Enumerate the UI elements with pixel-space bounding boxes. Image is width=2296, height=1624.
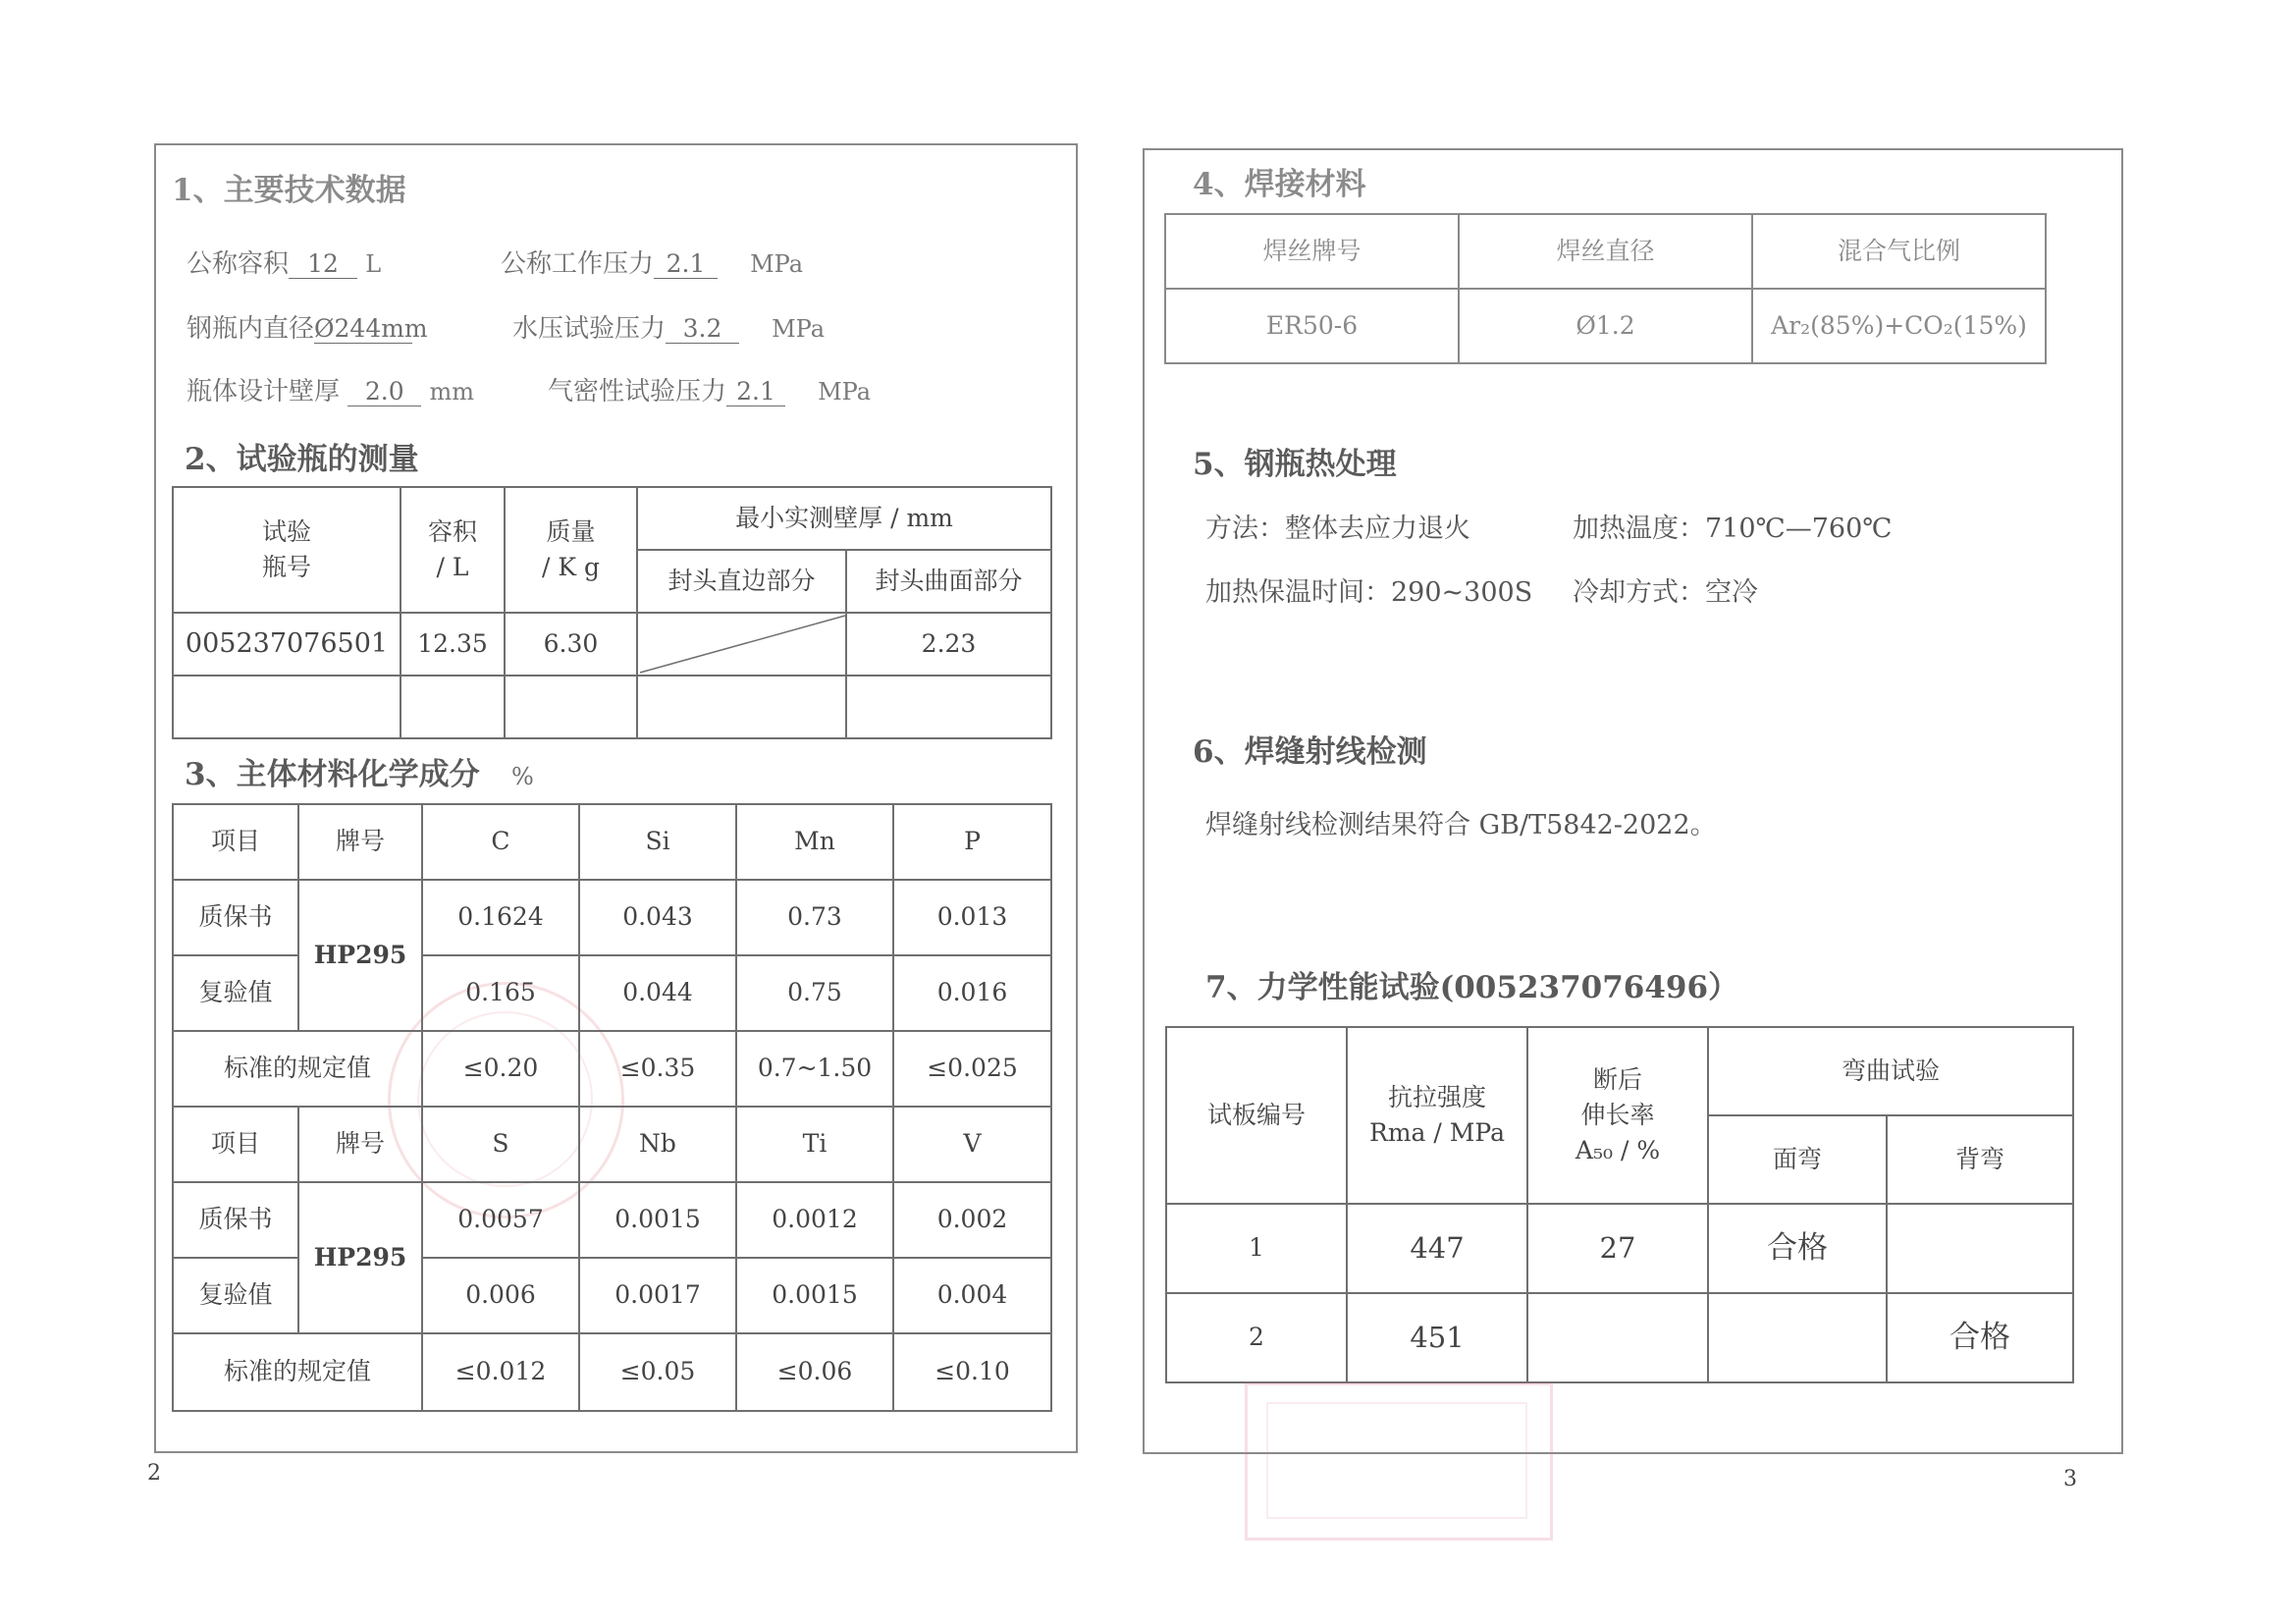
cell-volume: 12.35 xyxy=(400,613,505,676)
cell-standard-value: ≤0.35 xyxy=(579,1031,736,1107)
cell-standard-value: 0.7~1.50 xyxy=(736,1031,893,1107)
header-head-curved: 封头曲面部分 xyxy=(846,550,1051,613)
radiography-result: 焊缝射线检测结果符合 GB/T5842-2022。 xyxy=(1205,810,1717,840)
spec-nominal-volume xyxy=(187,244,381,280)
airtight-pressure-label: 气密性试验压力 xyxy=(548,377,727,406)
section-3-unit: % xyxy=(510,763,534,790)
table-row xyxy=(173,1333,1051,1411)
working-pressure-unit: MPa xyxy=(750,250,804,278)
cell-bottle-no: 005237076501 xyxy=(173,613,400,676)
cell-value: 0.0012 xyxy=(736,1182,893,1258)
cell-value: 0.043 xyxy=(579,880,736,955)
spec-inner-diameter xyxy=(187,308,428,345)
cell-standard-value: ≤0.05 xyxy=(579,1333,736,1411)
spec-wall-thickness xyxy=(187,371,474,407)
header-element-nb: Nb xyxy=(579,1107,736,1182)
wall-thickness-label: 瓶体设计壁厚 xyxy=(187,377,341,406)
chemistry-table xyxy=(172,803,1052,1412)
cell-head-curved xyxy=(846,676,1051,738)
header-wire-grade: 焊丝牌号 xyxy=(1165,214,1459,289)
header-head-straight: 封头直边部分 xyxy=(637,550,846,613)
hydro-pressure-value: 3.2 xyxy=(666,314,739,344)
cell-mass xyxy=(505,676,637,738)
measurement-table xyxy=(172,486,1052,739)
header-element-s: S xyxy=(422,1107,579,1182)
cell-face-bend: 合格 xyxy=(1708,1204,1887,1293)
header-element-mn: Mn xyxy=(736,804,893,880)
mechanical-test-table xyxy=(1165,1026,2074,1383)
table-row xyxy=(173,613,1051,676)
cell-elongation: 27 xyxy=(1527,1204,1708,1293)
heat-treatment-holding-time: 加热保温时间：290~300S xyxy=(1205,577,1533,608)
header-bottle-no: 试验 瓶号 xyxy=(173,487,400,613)
cell-grade: HP295 xyxy=(298,880,422,1031)
heat-treatment-temperature: 加热温度：710℃—760℃ xyxy=(1573,514,1893,544)
table-row xyxy=(1166,1204,2073,1293)
spec-working-pressure xyxy=(501,244,803,280)
wall-thickness-value: 2.0 xyxy=(347,377,421,406)
heat-treatment-cooling: 冷却方式：空冷 xyxy=(1573,577,1758,608)
cell-value: 0.004 xyxy=(893,1258,1051,1333)
section-5-title: 5、钢瓶热处理 xyxy=(1193,447,1397,482)
welding-material-table xyxy=(1164,213,2047,364)
cell-wire-diameter: Ø1.2 xyxy=(1459,289,1752,363)
cell-face-bend xyxy=(1708,1293,1887,1382)
header-bend-test: 弯曲试验 xyxy=(1708,1027,2073,1115)
working-pressure-label: 公称工作压力 xyxy=(501,249,655,279)
cell-back-bend: 合格 xyxy=(1887,1293,2073,1382)
table-row xyxy=(173,1182,1051,1258)
cell-plate-no: 2 xyxy=(1166,1293,1347,1382)
page-number-left: 2 xyxy=(147,1461,161,1486)
header-element-v: V xyxy=(893,1107,1051,1182)
cell-value: 0.165 xyxy=(422,955,579,1031)
table-row xyxy=(173,1031,1051,1107)
table-row xyxy=(173,880,1051,955)
header-wire-diameter: 焊丝直径 xyxy=(1459,214,1752,289)
cell-bottle-no xyxy=(173,676,400,738)
cell-value: 0.006 xyxy=(422,1258,579,1333)
table-row xyxy=(1166,1293,2073,1382)
table-row xyxy=(173,676,1051,738)
cell-standard-value: ≤0.06 xyxy=(736,1333,893,1411)
cell-standard-label: 标准的规定值 xyxy=(173,1031,422,1107)
cell-back-bend xyxy=(1887,1204,2073,1293)
section-3-title xyxy=(185,749,534,793)
cell-item: 质保书 xyxy=(173,880,298,955)
cell-grade: HP295 xyxy=(298,1182,422,1333)
inner-diameter-label: 钢瓶内直径 xyxy=(187,314,315,344)
header-min-wall: 最小实测壁厚 / mm xyxy=(637,487,1051,550)
header-plate-no: 试板编号 xyxy=(1166,1027,1347,1204)
cell-standard-value: ≤0.012 xyxy=(422,1333,579,1411)
cell-item: 复验值 xyxy=(173,1258,298,1333)
cell-value: 0.044 xyxy=(579,955,736,1031)
section-1-title: 1、主要技术数据 xyxy=(172,173,406,208)
cell-standard-value: ≤0.10 xyxy=(893,1333,1051,1411)
header-element-c: C xyxy=(422,804,579,880)
cell-item: 质保书 xyxy=(173,1182,298,1258)
cell-value: 0.002 xyxy=(893,1182,1051,1258)
cell-standard-value: ≤0.20 xyxy=(422,1031,579,1107)
airtight-pressure-unit: MPa xyxy=(818,378,872,406)
cell-value: 0.0057 xyxy=(422,1182,579,1258)
cell-plate-no: 1 xyxy=(1166,1204,1347,1293)
header-back-bend: 背弯 xyxy=(1887,1115,2073,1204)
cell-value: 0.75 xyxy=(736,955,893,1031)
header-gas-ratio: 混合气比例 xyxy=(1752,214,2046,289)
hydro-pressure-label: 水压试验压力 xyxy=(512,314,667,344)
header-face-bend: 面弯 xyxy=(1708,1115,1887,1204)
spec-airtight-pressure xyxy=(548,371,871,407)
cell-value: 0.0017 xyxy=(579,1258,736,1333)
cell-standard-label: 标准的规定值 xyxy=(173,1333,422,1411)
hydro-pressure-unit: MPa xyxy=(772,315,826,343)
header-grade: 牌号 xyxy=(298,804,422,880)
cell-wire-grade: ER50-6 xyxy=(1165,289,1459,363)
section-6-title: 6、焊缝射线检测 xyxy=(1193,734,1427,770)
nominal-volume-unit: L xyxy=(365,250,382,278)
cell-gas-ratio: Ar₂(85%)+CO₂(15%) xyxy=(1752,289,2046,363)
table-row xyxy=(1165,289,2046,363)
cell-item: 复验值 xyxy=(173,955,298,1031)
section-4-title: 4、焊接材料 xyxy=(1193,167,1366,202)
cell-tensile: 447 xyxy=(1347,1204,1527,1293)
wall-thickness-unit: mm xyxy=(429,378,475,406)
header-item: 项目 xyxy=(173,1107,298,1182)
section-2-title: 2、试验瓶的测量 xyxy=(185,442,419,477)
cell-head-curved: 2.23 xyxy=(846,613,1051,676)
cell-value: 0.0015 xyxy=(579,1182,736,1258)
header-element-p: P xyxy=(893,804,1051,880)
cell-volume xyxy=(400,676,505,738)
working-pressure-value: 2.1 xyxy=(654,249,718,279)
header-grade: 牌号 xyxy=(298,1107,422,1182)
cell-head-straight xyxy=(637,676,846,738)
nominal-volume-label: 公称容积 xyxy=(187,249,290,279)
cell-standard-value: ≤0.025 xyxy=(893,1031,1051,1107)
cell-value: 0.013 xyxy=(893,880,1051,955)
header-tensile: 抗拉强度 Rma / MPa xyxy=(1347,1027,1527,1204)
spec-hydro-pressure xyxy=(512,308,825,345)
cell-elongation xyxy=(1527,1293,1708,1382)
heat-treatment-method: 方法：整体去应力退火 xyxy=(1205,514,1470,544)
header-mass: 质量 / K g xyxy=(505,487,637,613)
section-7-title: 7、力学性能试验(005237076496） xyxy=(1205,970,1739,1005)
airtight-pressure-value: 2.1 xyxy=(726,377,785,406)
cell-value: 0.1624 xyxy=(422,880,579,955)
strike-diagonal xyxy=(638,614,847,675)
cell-tensile: 451 xyxy=(1347,1293,1527,1382)
header-volume: 容积 / L xyxy=(400,487,505,613)
cell-head-straight-struck xyxy=(637,613,846,676)
header-element-si: Si xyxy=(579,804,736,880)
page-number-right: 3 xyxy=(2063,1467,2077,1491)
inner-diameter-value: Ø244mm xyxy=(314,314,428,343)
section-3-title-text: 3、主体材料化学成分 xyxy=(185,757,480,792)
stamp-seal-inner xyxy=(1266,1402,1527,1519)
header-item: 项目 xyxy=(173,804,298,880)
nominal-volume-value: 12 xyxy=(289,249,357,279)
cell-mass: 6.30 xyxy=(505,613,637,676)
cell-value: 0.73 xyxy=(736,880,893,955)
header-element-ti: Ti xyxy=(736,1107,893,1182)
cell-value: 0.0015 xyxy=(736,1258,893,1333)
cell-value: 0.016 xyxy=(893,955,1051,1031)
header-elongation: 断后 伸长率 A₅₀ / % xyxy=(1527,1027,1708,1204)
